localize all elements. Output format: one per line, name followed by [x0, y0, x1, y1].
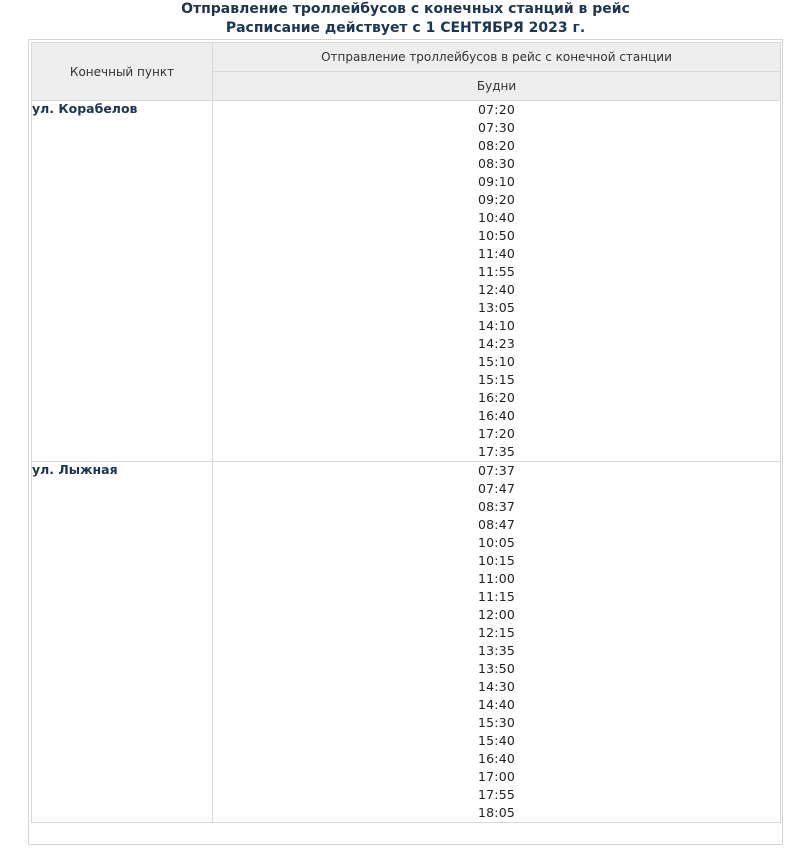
stop-name-korabelov: ул. Корабелов: [32, 101, 213, 462]
departure-time: 15:30: [477, 715, 516, 730]
departure-time: 07:20: [477, 102, 516, 117]
departure-time: 17:00: [477, 769, 516, 784]
departure-time: 13:50: [477, 661, 516, 676]
header-row: [32, 43, 781, 72]
departure-time: 11:40: [477, 246, 516, 261]
departure-time: 17:35: [477, 444, 516, 459]
departure-time: 11:00: [477, 571, 516, 586]
column-header-stop: Конечный пункт: [32, 43, 213, 101]
departure-time: 12:00: [477, 607, 516, 622]
departure-time: 07:37: [477, 463, 516, 478]
departure-time: 18:05: [477, 805, 516, 820]
departure-time: 16:20: [477, 390, 516, 405]
page-subtitle: Расписание действует с 1 СЕНТЯБРЯ 2023 г.: [225, 20, 586, 36]
departure-time: 14:40: [477, 697, 516, 712]
departure-time: 16:40: [477, 751, 516, 766]
departure-time: 10:40: [477, 210, 516, 225]
departure-time: 12:40: [477, 282, 516, 297]
column-header-weekdays: Будни: [213, 72, 781, 101]
departure-time: 09:20: [477, 192, 516, 207]
departure-time: 08:30: [477, 156, 516, 171]
departure-time: 13:05: [477, 300, 516, 315]
departure-time: 09:10: [477, 174, 516, 189]
departure-time: 08:20: [477, 138, 516, 153]
departure-time: 07:47: [477, 481, 516, 496]
departure-time: 08:37: [477, 499, 516, 514]
departure-time: 14:23: [477, 336, 516, 351]
departure-time: 10:15: [477, 553, 516, 568]
departure-time: 07:30: [477, 120, 516, 135]
times-list: [213, 462, 780, 822]
schedule-body: [32, 101, 781, 823]
departure-time: 13:35: [477, 643, 516, 658]
table-row: [32, 101, 781, 462]
departure-time: 10:50: [477, 228, 516, 243]
stop-name-lyzhnaya: ул. Лыжная: [32, 462, 213, 823]
departure-time: 14:30: [477, 679, 516, 694]
departure-time: 11:55: [477, 264, 516, 279]
column-header-departure: Отправление троллейбусов в рейс с конечной станции: [213, 43, 781, 72]
times-cell-lyzhnaya: [213, 462, 781, 823]
page-header: [0, 0, 811, 38]
departure-time: 17:20: [477, 426, 516, 441]
times-cell-korabelov: [213, 101, 781, 462]
schedule-table: [31, 42, 781, 823]
departure-time: 12:15: [477, 625, 516, 640]
table-row: [32, 462, 781, 823]
page-title: Отправление троллейбусов с конечных станций в рейс: [181, 1, 630, 17]
departure-time: 11:15: [477, 589, 516, 604]
departure-time: 10:05: [477, 535, 516, 550]
departure-time: 15:40: [477, 733, 516, 748]
departure-time: 15:15: [477, 372, 516, 387]
times-list: [213, 101, 780, 461]
departure-time: 17:55: [477, 787, 516, 802]
departure-time: 15:10: [477, 354, 516, 369]
departure-time: 08:47: [477, 517, 516, 532]
departure-time: 16:40: [477, 408, 516, 423]
departure-time: 14:10: [477, 318, 516, 333]
